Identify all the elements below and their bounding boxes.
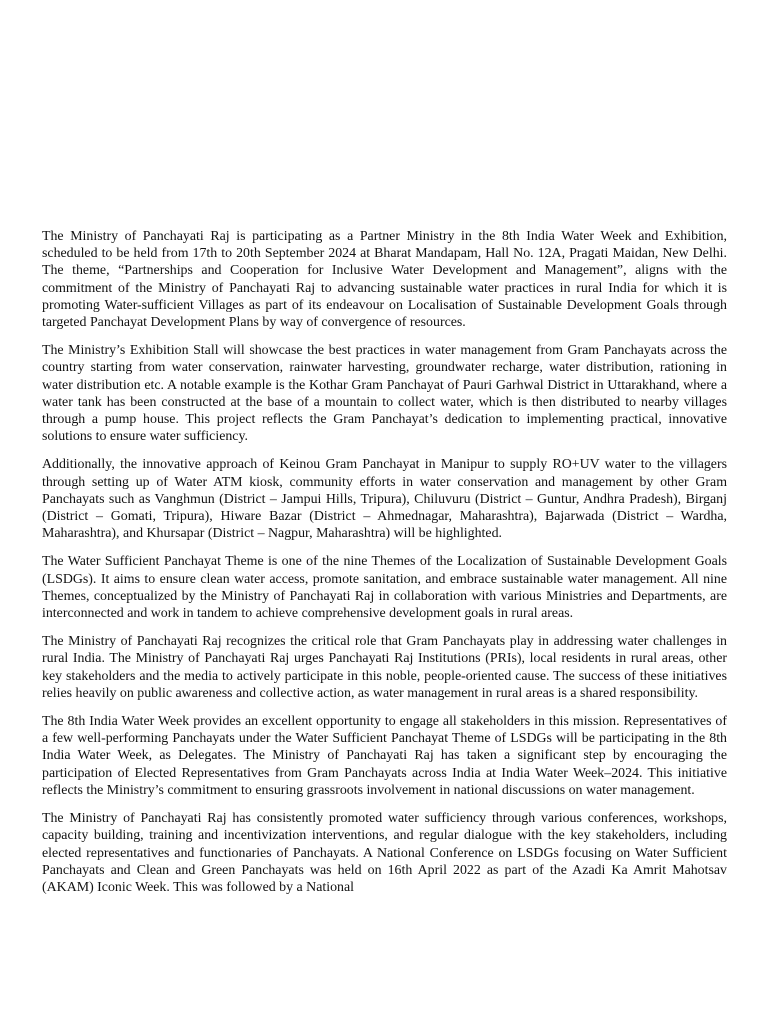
paragraph-1: The Ministry of Panchayati Raj is participating as a Partner Ministry in the 8th India Water Week and Exhibition, scheduled to be held from 17th to 20th September 2024 at Bharat Mandapam, Hall No. 12A, Pragati Maidan, New Delhi. The theme, “Partnerships and Cooperation for Inclusive Water Development and Management”, aligns with the commitment of the Ministry of Panchayati Raj to advancing sustainable water practices in rural India for which it is promoting Water-sufficient Villages as part of its endeavour on Localisation of Sustainable Development Goals through targeted Panchayat Development Plans by way of convergence of resources. <box>42 229 727 331</box>
paragraph-6: The 8th India Water Week provides an excellent opportunity to engage all stakeholders in this mission. Representatives of a few well-performing Panchayats under the Water Sufficient Panchayat Theme of LSDGs will be participating in the 8th India Water Week, as Delegates. The Ministry of Panchayati Raj has taken a significant step by encouraging the participation of Elected Representatives from Gram Panchayats across India at India Water Week–2024. This initiative reflects the Ministry’s commitment to ensuring grassroots involvement in national discussions on water management. <box>42 714 727 798</box>
document-body <box>42 228 727 907</box>
paragraph-4: The Water Sufficient Panchayat Theme is one of the nine Themes of the Localization of Sustainable Development Goals (LSDGs). It aims to ensure clean water access, promote sanitation, and embrace sustainable water management. All nine Themes, conceptualized by the Ministry of Panchayati Raj in collaboration with various Ministries and Departments, are interconnected and work in tandem to achieve comprehensive development goals in rural areas. <box>42 554 727 622</box>
paragraph-7: The Ministry of Panchayati Raj has consistently promoted water sufficiency through various conferences, workshops, capacity building, training and incentivization interventions, and regular dialogue with the key stakeholders, including elected representatives and functionaries of Panchayats. A National Conference on LSDGs focusing on Water Sufficient Panchayats and Clean and Green Panchayats was held on 16th April 2022 as part of the Azadi Ka Amrit Mahotsav (AKAM) Iconic Week. This was followed by a National <box>42 811 727 895</box>
paragraph-5: The Ministry of Panchayati Raj recognizes the critical role that Gram Panchayats play in addressing water challenges in rural India. The Ministry of Panchayati Raj urges Panchayati Raj Institutions (PRIs), local residents in rural areas, other key stakeholders and the media to actively participate in this noble, people-oriented cause. The success of these initiatives relies heavily on public awareness and collective action, as water management in rural areas is a shared responsibility. <box>42 634 727 701</box>
paragraph-2: The Ministry’s Exhibition Stall will showcase the best practices in water management from Gram Panchayats across the country starting from water conservation, rainwater harvesting, groundwater recharge, water distribution, rationing in water distribution etc. A notable example is the Kothar Gram Panchayat of Pauri Garhwal District in Uttarakhand, where a water tank has been constructed at the base of a mountain to collect water, which is then distributed to nearby villages through a pump house. This project reflects the Gram Panchayat’s dedication to implementing practical, innovative solutions to ensure water sufficiency. <box>42 343 727 445</box>
paragraph-3: Additionally, the innovative approach of Keinou Gram Panchayat in Manipur to supply RO+UV water to the villagers through setting up of Water ATM kiosk, community efforts in water conservation and management by other Gram Panchayats such as Vanghmun (District – Jampui Hills, Tripura), Chiluvuru (District – Guntur, Andhra Pradesh), Birganj (District – Gomati, Tripura), Hiware Bazar (District – Ahmednagar, Maharashtra), Bajarwada (District – Wardha, Maharashtra), and Khursapar (District – Nagpur, Maharashtra) will be highlighted. <box>42 457 727 542</box>
